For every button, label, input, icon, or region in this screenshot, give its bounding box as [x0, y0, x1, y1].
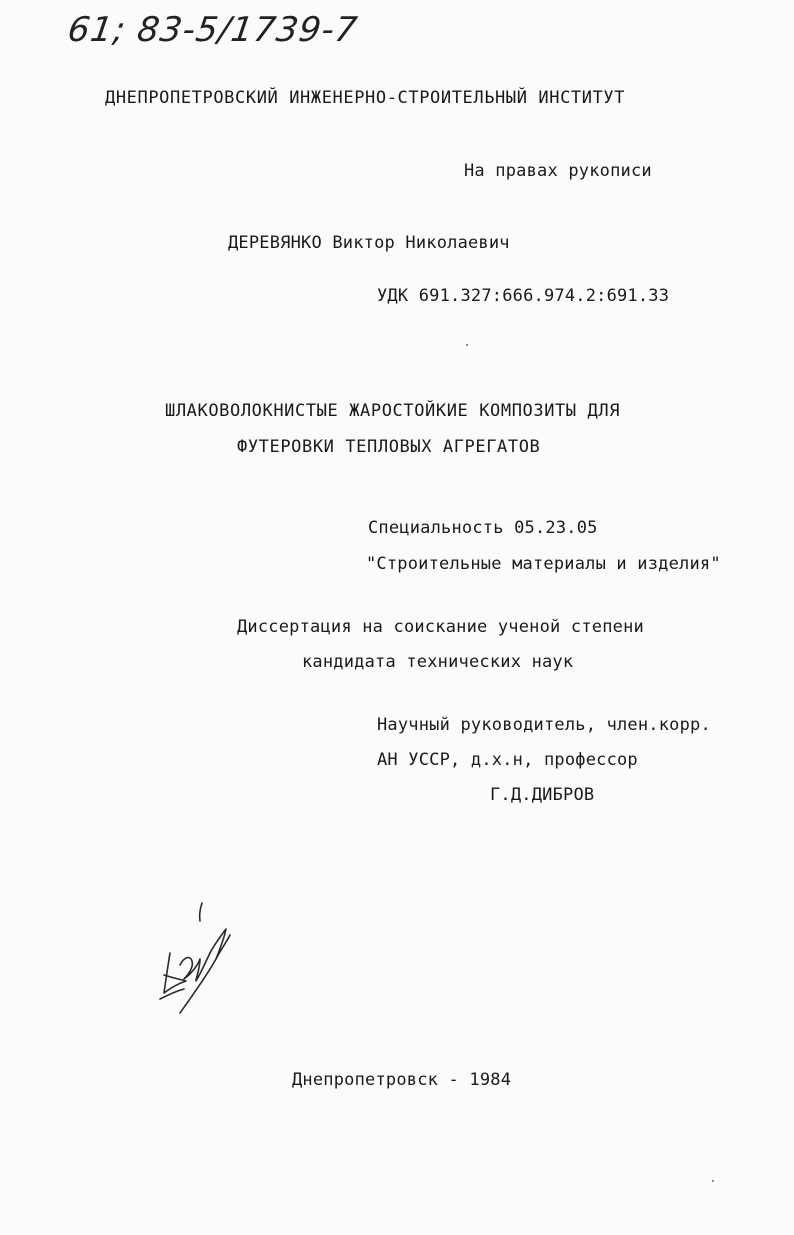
thesis-title-line-1: ШЛАКОВОЛОКНИСТЫЕ ЖАРОСТОЙКИЕ КОМПОЗИТЫ ДЛЯ [165, 401, 621, 421]
supervisor-line-2: АН УССР, д.х.н, профессор [377, 750, 638, 770]
specialty-line-1: Специальность 05.23.05 [368, 518, 598, 538]
city-year: Днепропетровск - 1984 [292, 1070, 512, 1090]
speck [466, 344, 468, 346]
archive-number: 61; 83-5/1739-7 [65, 10, 361, 50]
institute-name: ДНЕПРОПЕТРОВСКИЙ ИНЖЕНЕРНО-СТРОИТЕЛЬНЫЙ ИНСТИТУТ [105, 88, 626, 108]
supervisor-line-1: Научный руководитель, член.корр. [377, 715, 711, 735]
manuscript-rights: На правах рукописи [464, 161, 652, 181]
speck [712, 1180, 714, 1182]
dissertation-line-1: Диссертация на соискание ученой степени [237, 617, 644, 637]
udc-code: УДК 691.327:666.974.2:691.33 [377, 286, 670, 306]
supervisor-name: Г.Д.ДИБРОВ [490, 785, 595, 805]
specialty-line-2: "Строительные материалы и изделия" [366, 554, 721, 574]
author-name: ДЕРЕВЯНКО Виктор Николаевич [228, 233, 510, 253]
thesis-title-line-2: ФУТЕРОВКИ ТЕПЛОВЫХ АГРЕГАТОВ [237, 437, 541, 457]
handwritten-signature-icon [150, 895, 260, 1020]
dissertation-line-2: кандидата технических наук [302, 652, 574, 672]
